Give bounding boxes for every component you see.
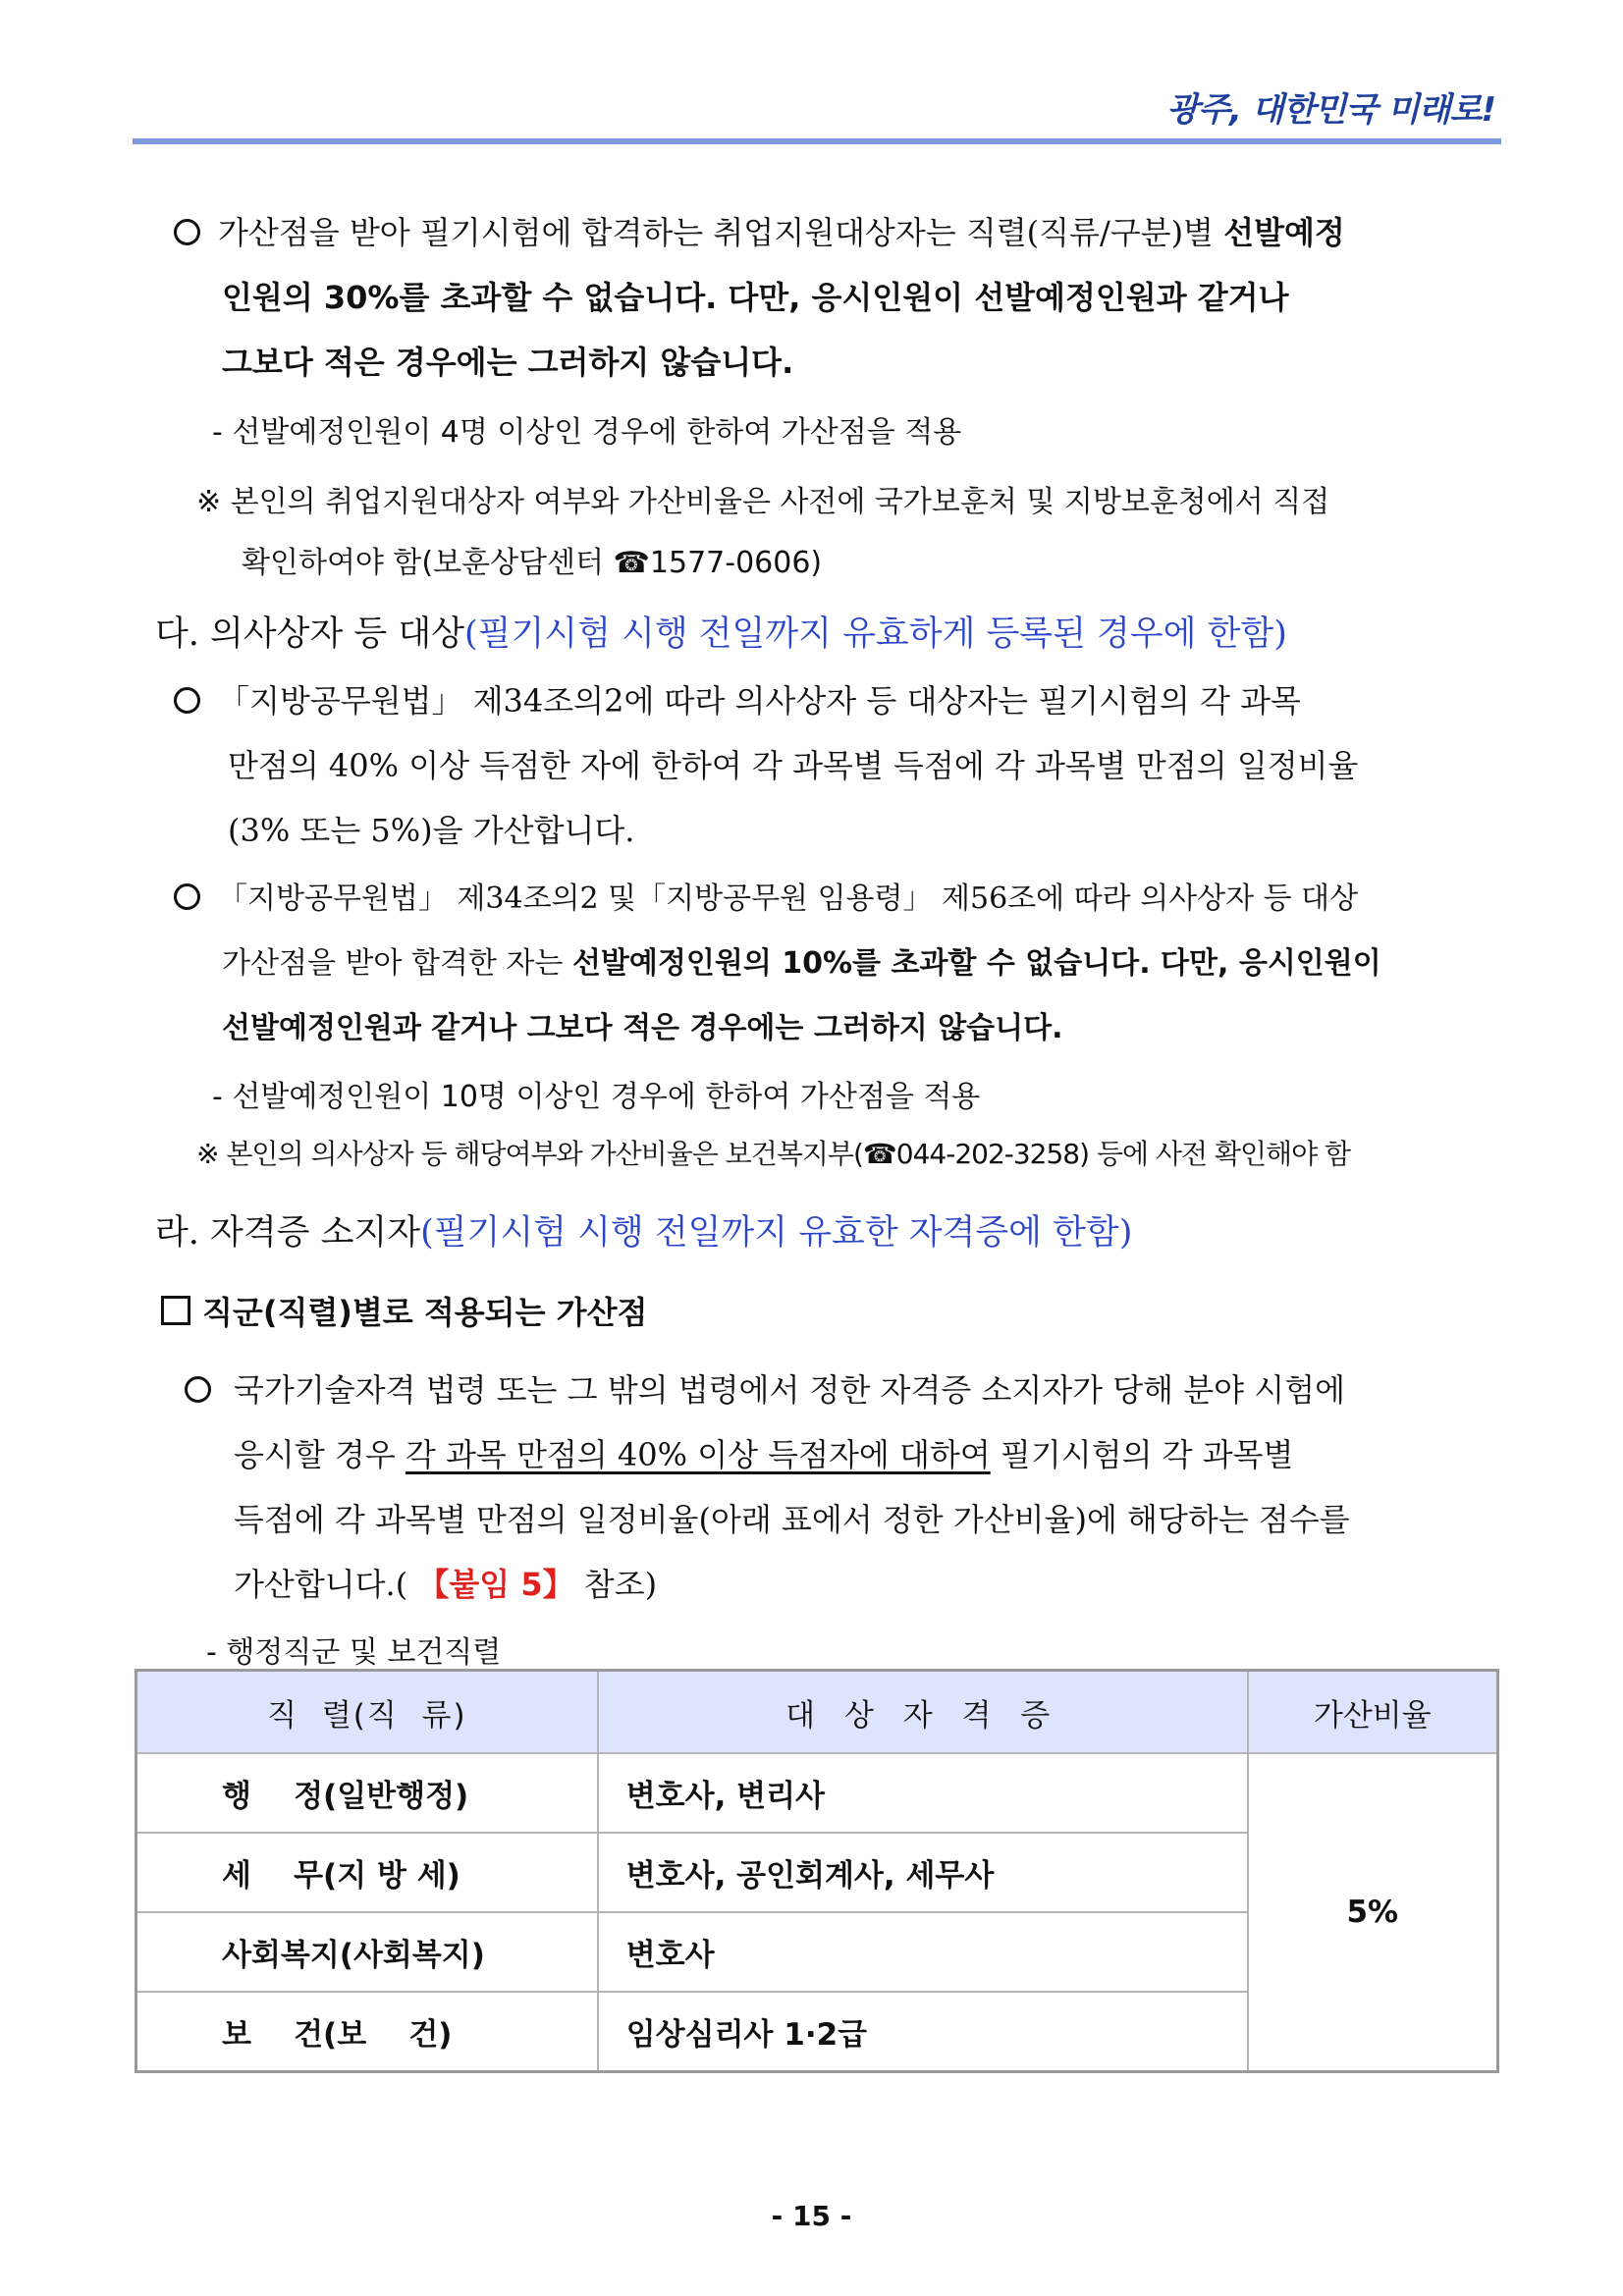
cert-cell: 변호사, 공인회계사, 세무사 [598, 1833, 1248, 1912]
sec1-line1-bold: 선발예정 [1223, 214, 1345, 251]
sec1-note-line2: 확인하여야 함(보훈상담센터 ☎1577-0606) [242, 546, 823, 580]
sec1-note-line1: ※ 본인의 취업지원대상자 여부와 가산비율은 사전에 국가보훈처 및 지방보훈청에서 직접 [196, 485, 1330, 519]
sec3-line2 [234, 1430, 1293, 1475]
circle-bullet-icon [174, 687, 200, 714]
page-number: - 15 - [771, 2200, 852, 2232]
attachment-reference: 【붙임 5】 [417, 1566, 574, 1603]
sec-da-dash: - 선발예정인원이 10명 이상인 경우에 한하여 가산점을 적용 [212, 1080, 981, 1114]
circle-bullet-icon [174, 883, 200, 910]
sec3-line2-underline: 각 과목 만점의 40% 이상 득점자에 대하여 [405, 1436, 991, 1473]
checkbox-square-icon [161, 1296, 190, 1325]
sec-da-p1-line1: 「지방공무원법」 제34조의2에 따라 의사상자 등 대상자는 필기시험의 각 과목 [218, 682, 1301, 720]
sec-da-p1-line3: (3% 또는 5%)을 가산합니다. [228, 812, 635, 849]
sec-da-p1-line2: 만점의 40% 이상 득점한 자에 한하여 각 과목별 득점에 각 과목별 만점의 일정비율 [228, 747, 1359, 784]
header-rule [133, 138, 1501, 144]
sec3-line1: 국가기술자격 법령 또는 그 밖의 법령에서 정한 자격증 소지자가 당해 분야 시험에 [234, 1371, 1345, 1409]
sec1-line3: 그보다 적은 경우에는 그러하지 않습니다. [222, 344, 794, 381]
sec-da-p2-line1: 「지방공무원법」 제34조의2 및「지방공무원 임용령」 제56조에 따라 의사상자 등 대상 [218, 881, 1359, 916]
slogan-logo: 광주, 대한민국 미래로! [1166, 90, 1495, 130]
sec-da-p2-line2 [222, 938, 1381, 982]
job-cell: 보 건(보 건) [136, 1992, 598, 2072]
circle-bullet-icon [185, 1376, 211, 1403]
table-header-row [136, 1671, 1498, 1754]
sec3-line2-b: 필기시험의 각 과목별 [990, 1436, 1294, 1473]
sec-ra-heading-text: 라. 자격증 소지자 [155, 1213, 421, 1253]
sec-da-p2-line2-normal: 가산점을 받아 합격한 자는 [222, 946, 572, 981]
sec-da-heading-note: (필기시험 시행 전일까지 유효하게 등록된 경우에 한함) [463, 614, 1287, 654]
job-cell: 세 무(지 방 세) [136, 1833, 598, 1912]
table-header-cell: 직 렬(직 류) [136, 1671, 598, 1754]
sec3-line2-a: 응시할 경우 [234, 1436, 406, 1473]
sec-da-heading-text: 다. 의사상자 등 대상 [155, 614, 464, 654]
table-header-cell: 대 상 자 격 증 [598, 1671, 1248, 1754]
cert-cell: 변호사, 변리사 [598, 1753, 1248, 1833]
job-cell: 행 정(일반행정) [136, 1753, 598, 1833]
sec-da-heading [155, 607, 1287, 656]
sec1-line1 [218, 208, 1497, 253]
sec-da-p2-line3: 선발예정인원과 같거나 그보다 적은 경우에는 그러하지 않습니다. [222, 1011, 1063, 1045]
sec3-line3: 득점에 각 과목별 만점의 일정비율(아래 표에서 정한 가산비율)에 해당하는 점수를 [234, 1501, 1350, 1538]
sec-da-p2-line2-bold: 선발예정인원의 10%를 초과할 수 없습니다. 다만, 응시인원이 [571, 946, 1381, 981]
sec-ra-heading [155, 1205, 1132, 1255]
sec3-line4 [234, 1560, 657, 1605]
sec1-line2: 인원의 30%를 초과할 수 없습니다. 다만, 응시인원이 선발예정인원과 같거나 [222, 279, 1289, 316]
sec-ra-heading-note: (필기시험 시행 전일까지 유효한 자격증에 한함) [420, 1213, 1133, 1253]
sec3-dash: - 행정직군 및 보건직렬 [206, 1635, 502, 1670]
sec1-dash: - 선발예정인원이 4명 이상인 경우에 한하여 가산점을 적용 [212, 415, 962, 450]
sec-da-note: ※ 본인의 의사상자 등 해당여부와 가산비율은 보건복지부(☎044-202-3258) 등에 사전 확인해야 함 [196, 1138, 1351, 1170]
rate-cell: 5% [1248, 1753, 1498, 2072]
table-header-cell: 가산비율 [1248, 1671, 1498, 1754]
cert-cell: 임상심리사 1·2급 [598, 1992, 1248, 2072]
box-heading: 직군(직렬)별로 적용되는 가산점 [202, 1294, 648, 1331]
circle-bullet-icon [174, 219, 200, 245]
bonus-rate-table [135, 1669, 1499, 2073]
sec3-line4-b: 참조) [573, 1566, 658, 1603]
cert-cell: 변호사 [598, 1912, 1248, 1992]
sec3-line4-a: 가산합니다.( [234, 1566, 418, 1603]
table-row [136, 1753, 1498, 1833]
sec1-line1-normal: 가산점을 받아 필기시험에 합격하는 취업지원대상자는 직렬(직류/구분)별 [218, 214, 1224, 251]
job-cell: 사회복지(사회복지) [136, 1912, 598, 1992]
